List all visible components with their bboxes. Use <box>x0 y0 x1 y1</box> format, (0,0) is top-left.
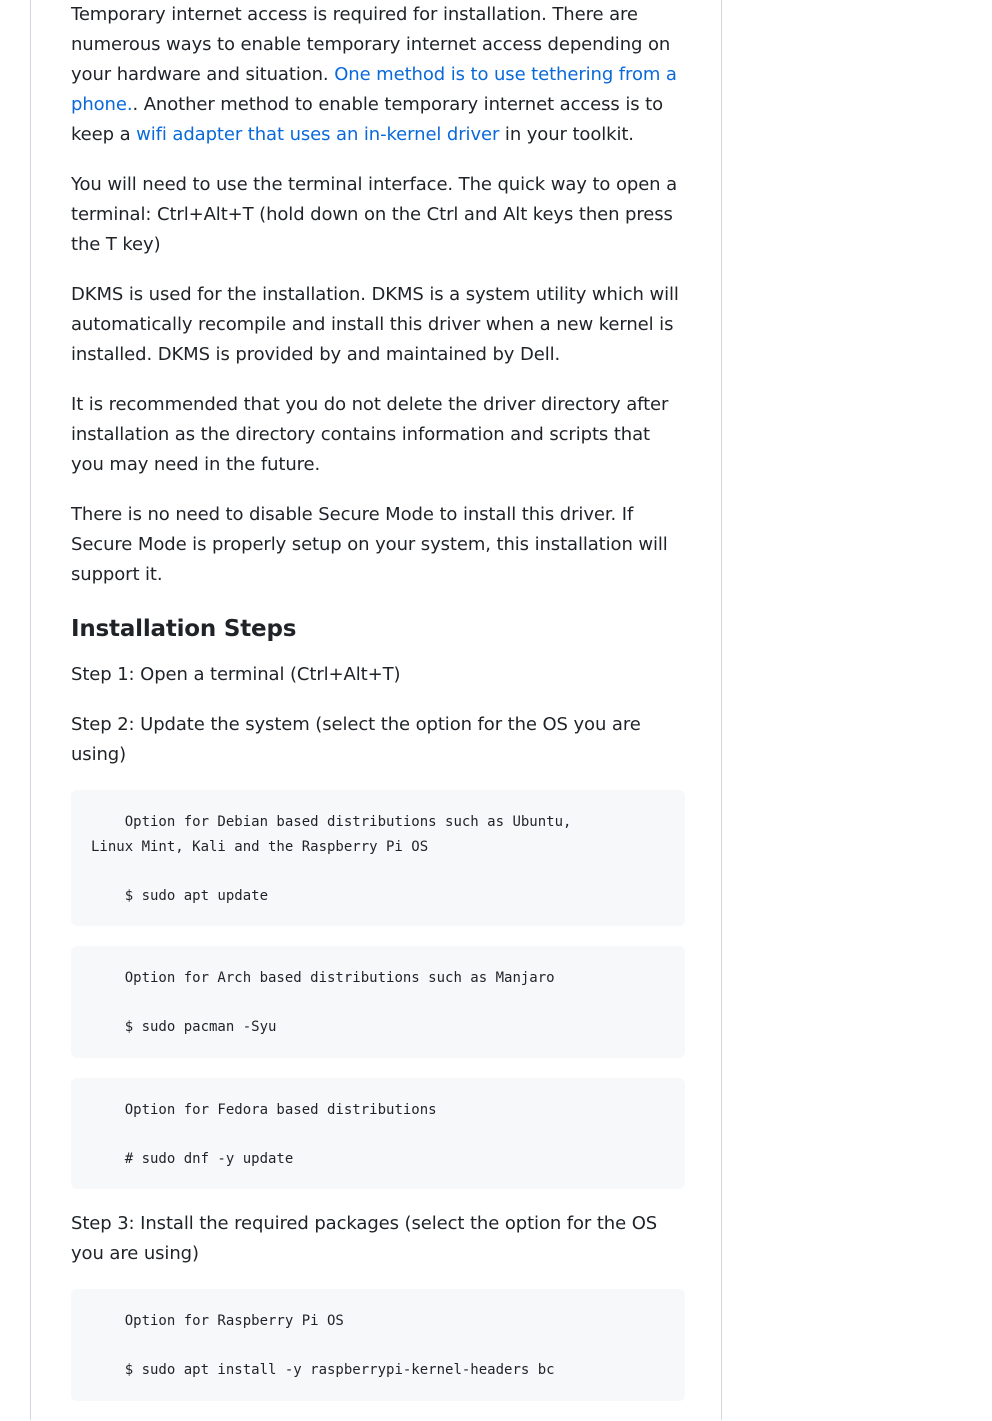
installation-steps-heading: Installation Steps <box>71 616 297 642</box>
intro-paragraph-directory: It is recommended that you do not delete the driver directory after installation as the directory contains information and scripts that you may need in the future. <box>71 394 669 475</box>
intro-text-1: Temporary internet access is required for installation. There are numerous ways to enable temporary internet access depending on your hardware and situation. <box>71 4 671 85</box>
tethering-link[interactable]: One method is to use tethering from a phone. <box>71 64 677 115</box>
intro-paragraph-secure-mode: There is no need to disable Secure Mode to install this driver. If Secure Mode is properly setup on your system, this installation will support it. <box>71 504 668 585</box>
wifi-adapter-link[interactable]: wifi adapter that uses an in-kernel driver <box>136 124 500 145</box>
intro-text-2: . Another method to enable temporary internet access is to keep a <box>71 94 663 145</box>
readme-content <box>71 0 685 1421</box>
code-block-debian[interactable]: Option for Debian based distributions such as Ubuntu, Linux Mint, Kali and the Raspberry Pi OS $ sudo apt update <box>71 790 685 926</box>
step-1: Step 1: Open a terminal (Ctrl+Alt+T) <box>71 664 401 685</box>
step-2: Step 2: Update the system (select the option for the OS you are using) <box>71 714 641 765</box>
code-block-arch[interactable]: Option for Arch based distributions such as Manjaro $ sudo pacman -Syu <box>71 946 685 1058</box>
intro-text-3: in your toolkit. <box>499 124 634 145</box>
code-block-raspberry-pi[interactable]: Option for Raspberry Pi OS $ sudo apt install -y raspberrypi-kernel-headers bc <box>71 1289 685 1401</box>
step-3: Step 3: Install the required packages (select the option for the OS you are using) <box>71 1213 658 1264</box>
intro-paragraph-terminal: You will need to use the terminal interface. The quick way to open a terminal: Ctrl+Alt+T (hold down on the Ctrl and Alt keys then press the T key) <box>71 174 678 255</box>
intro-paragraph-dkms: DKMS is used for the installation. DKMS is a system utility which will automatically recompile and install this driver when a new kernel is installed. DKMS is provided by and maintained by Dell. <box>71 284 679 365</box>
readme-panel <box>30 0 722 1420</box>
code-block-fedora[interactable]: Option for Fedora based distributions # sudo dnf -y update <box>71 1078 685 1190</box>
intro-paragraph-internet <box>71 0 685 150</box>
